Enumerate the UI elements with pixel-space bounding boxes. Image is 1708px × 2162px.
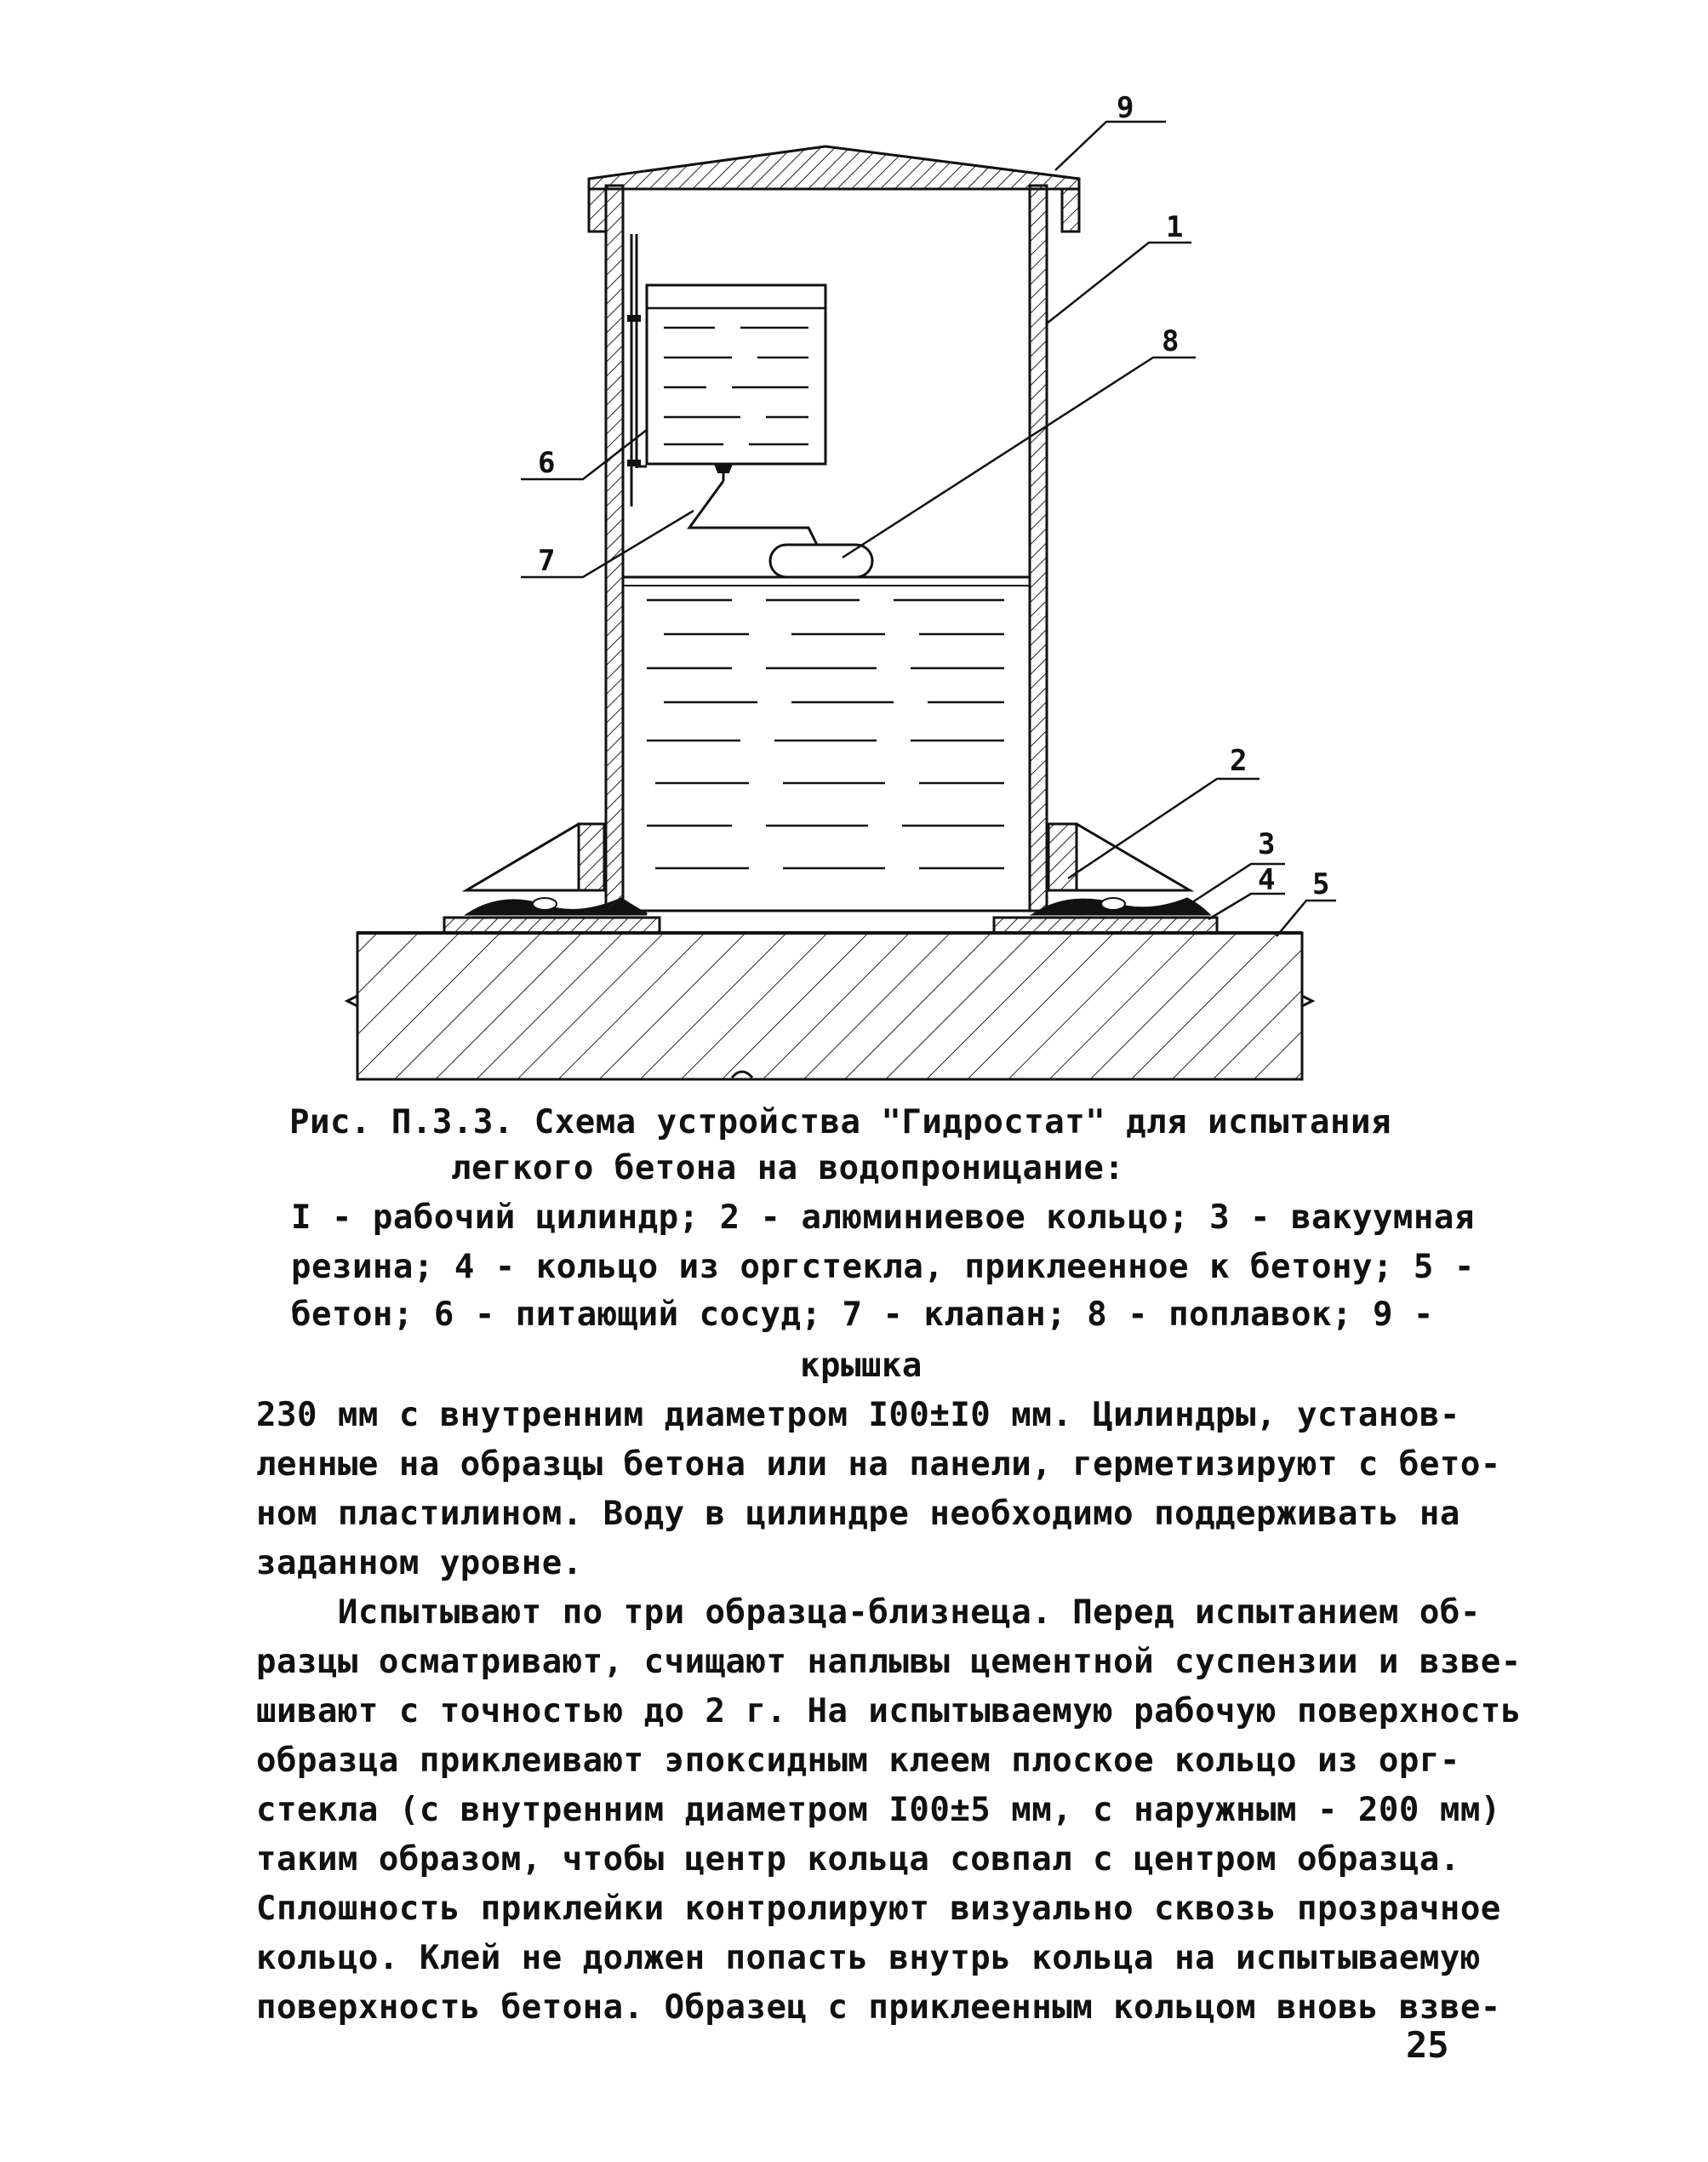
float [770,545,872,577]
callout-8: 8 [1162,324,1180,358]
text-line: ленные на образцы бетона или на панели, герметизируют с бето- [256,1445,1501,1484]
text-line: заданном уровне. [256,1544,583,1582]
callout-1: 1 [1166,210,1184,244]
text-line: 230 мм с внутренним диаметром I00±I0 мм. Цилиндры, установ- [256,1396,1460,1434]
caption-legend-line2: резина; 4 - кольцо из оргстекла, приклеенное к бетону; 5 - [291,1248,1475,1286]
caption-legend-line4: крышка [800,1347,923,1385]
text-line: таким образом, чтобы центр кольца совпал с центром образца. [256,1840,1460,1879]
text-line: шивают с точностью до 2 г. На испытываемую рабочую поверхность [256,1692,1522,1730]
plexiglass-ring [444,918,1217,933]
caption-title-line2: легкого бетона на водопроницание: [451,1149,1125,1187]
text-line: поверхность бетона. Образец с приклеенным кольцом вновь взве- [256,1988,1501,2027]
water [623,577,1030,868]
callout-6: 6 [538,446,556,480]
text-line: стекла (с внутренним диаметром I00±5 мм, с наружным - 200 мм) [256,1791,1501,1829]
concrete-base [347,933,1312,1079]
callout-7: 7 [538,544,556,578]
valve [689,464,817,545]
aluminium-ring [466,824,1190,890]
page-number: 25 [1406,2024,1449,2066]
text-line: кольцо. Клей не должен попасть внутрь кольца на испытываемую [256,1939,1481,1977]
text-line: разцы осматривают, счищают наплывы цементной суспензии и взве- [256,1643,1522,1681]
callout-3: 3 [1258,827,1276,861]
caption-legend-line3: бетон; 6 - питающий сосуд; 7 - клапан; 8 - поплавок; 9 - [291,1295,1434,1334]
callout-5: 5 [1312,867,1330,901]
text-line: Сплошность приклейки контролируют визуально сквозь прозрачное [256,1890,1501,1928]
text-line: Испытывают по три образца-близнеца. Перед испытанием об- [256,1593,1481,1632]
callout-2: 2 [1230,744,1248,778]
callout-9: 9 [1117,91,1134,125]
text-line: ном пластилином. Воду в цилиндре необходимо поддерживать на [256,1495,1460,1533]
text-line: образца приклеивают эпоксидным клеем плоское кольцо из орг- [256,1742,1460,1780]
caption-legend-line1: I - рабочий цилиндр; 2 - алюминиевое кольцо; 3 - вакуумная [291,1198,1475,1237]
lid [589,146,1079,232]
callout-leaders [521,122,1336,936]
callout-4: 4 [1258,863,1276,897]
caption-title-line1: Рис. П.3.3. Схема устройства "Гидростат" для испытания [289,1103,1391,1141]
